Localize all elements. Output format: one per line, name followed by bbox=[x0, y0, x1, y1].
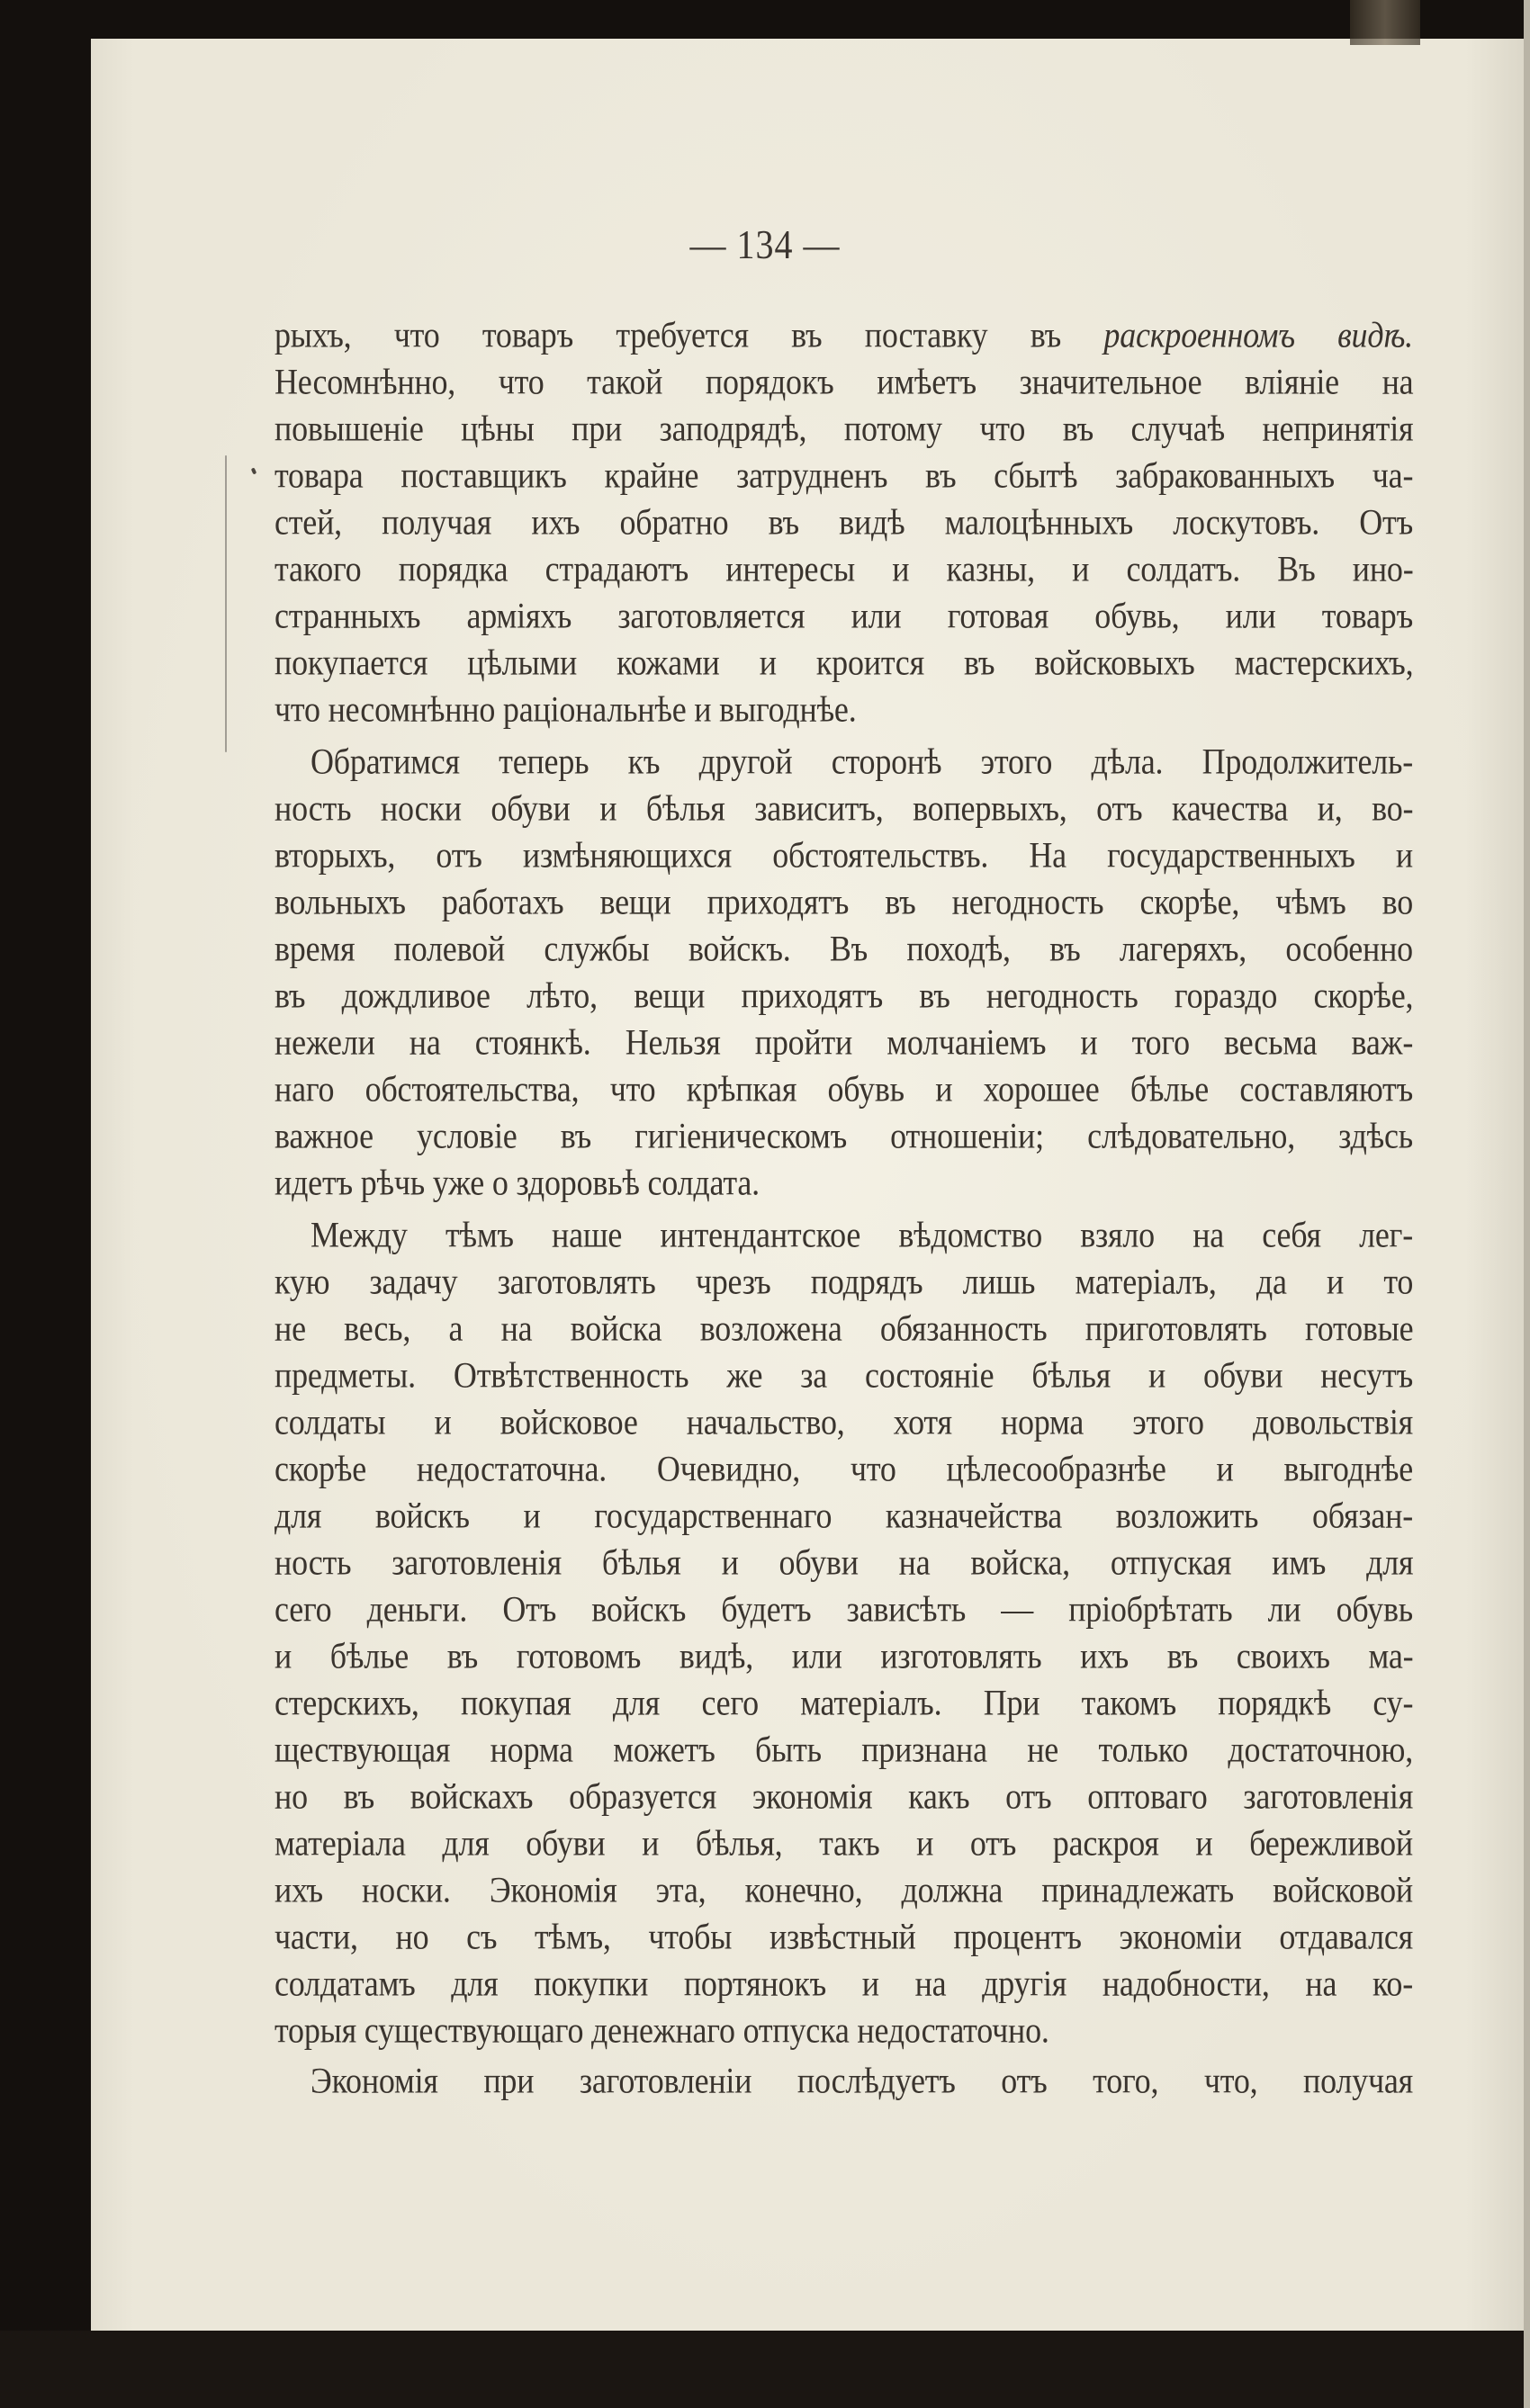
text-line: такого порядка страдаютъ интересы и казны, и солдатъ. Въ ино- bbox=[274, 548, 1414, 589]
text-line: для войскъ и государственнаго казначейства возложить обязан- bbox=[274, 1495, 1413, 1536]
text-line: вторыхъ, отъ измѣняющихся обстоятельствъ. На государственныхъ и bbox=[274, 834, 1413, 876]
text-line: не весь, а на войска возложена обязанность приготовлять готовые bbox=[274, 1307, 1414, 1349]
text-line: солдаты и войсковое начальство, хотя норма этого довольствія bbox=[274, 1401, 1413, 1442]
text-line: ность носки обуви и бѣлья зависитъ, вопервыхъ, отъ качества и, во- bbox=[274, 787, 1414, 829]
text-line: кую задачу заготовлять чрезъ подрядъ лишь матеріалъ, да и то bbox=[274, 1261, 1414, 1302]
text-line: но въ войскахъ образуется экономія какъ отъ оптоваго заготовленія bbox=[274, 1775, 1414, 1817]
text-line: товара поставщикъ крайне затрудненъ въ сбытѣ забракованныхъ ча- bbox=[274, 454, 1414, 496]
pencil-margin-mark bbox=[225, 455, 227, 752]
text-line: сего деньги. Отъ войскъ будетъ зависѣть — пріобрѣтать ли обувь bbox=[274, 1588, 1413, 1630]
page-edge-strip bbox=[1524, 0, 1530, 2408]
text-line: Несомнѣнно, что такой порядокъ имѣетъ значительное вліяніе на bbox=[274, 361, 1414, 402]
text-line: предметы. Отвѣтственность же за состояніе бѣлья и обуви несутъ bbox=[274, 1354, 1413, 1396]
text-line: нежели на стоянкѣ. Нельзя пройти молчаніемъ и того весьма важ- bbox=[274, 1021, 1414, 1063]
text-line: рыхъ, что товаръ требуется въ поставку въ раскроенномъ видѣ. bbox=[274, 314, 1413, 355]
text-line: стерскихъ, покупая для сего матеріалъ. При такомъ порядкѣ су- bbox=[274, 1682, 1414, 1723]
text-line: странныхъ арміяхъ заготовляется или готовая обувь, или товаръ bbox=[274, 595, 1413, 636]
italic-phrase: раскроенномъ видѣ. bbox=[1103, 314, 1413, 355]
paragraph-first-line: Обратимся теперь къ другой сторонѣ этого дѣла. Продолжитель- bbox=[310, 741, 1413, 782]
text-line: скорѣе недостаточна. Очевидно, что цѣлесообразнѣе и выгоднѣе bbox=[274, 1448, 1413, 1489]
text-line: и бѣлье въ готовомъ видѣ, или изготовлять ихъ въ своихъ ма- bbox=[274, 1635, 1414, 1676]
text-line: повышеніе цѣны при заподрядѣ, потому что въ случаѣ непринятія bbox=[274, 408, 1414, 449]
text-line: ность заготовленія бѣлья и обуви на войска, отпуская имъ для bbox=[274, 1541, 1414, 1583]
page-number: — 134 — bbox=[689, 220, 841, 268]
text-line: что несомнѣнно раціональнѣе и выгоднѣе. bbox=[274, 688, 857, 730]
text-line: части, но съ тѣмъ, чтобы извѣстный процентъ экономіи отдавался bbox=[274, 1916, 1413, 1957]
text-line: ществующая норма можетъ быть признана не только достаточною, bbox=[274, 1729, 1414, 1770]
text-line: торыя существующаго денежнаго отпуска недостаточно. bbox=[274, 2009, 1049, 2051]
text-line: время полевой службы войскъ. Въ походѣ, въ лагеряхъ, особенно bbox=[274, 928, 1413, 969]
paragraph-first-line: Между тѣмъ наше интендантское вѣдомство взяло на себя лег- bbox=[310, 1214, 1413, 1255]
text-line: покупается цѣлыми кожами и кроится въ войсковыхъ мастерскихъ, bbox=[274, 642, 1414, 683]
text-line: матеріала для обуви и бѣлья, такъ и отъ раскроя и бережливой bbox=[274, 1822, 1413, 1864]
paragraph-first-line: Экономія при заготовленіи послѣдуетъ отъ того, что, получая bbox=[310, 2060, 1413, 2101]
text-line: въ дождливое лѣто, вещи приходятъ въ негодность гораздо скорѣе, bbox=[274, 975, 1414, 1016]
text-line: наго обстоятельства, что крѣпкая обувь и хорошее бѣлье составляютъ bbox=[274, 1068, 1413, 1110]
scan-bottom-border bbox=[0, 2331, 1524, 2408]
text-line: стей, получая ихъ обратно въ видѣ малоцѣнныхъ лоскутовъ. Отъ bbox=[274, 501, 1413, 543]
text-line: ихъ носки. Экономія эта, конечно, должна принадлежать войсковой bbox=[274, 1869, 1413, 1910]
text-line: важное условіе въ гигіеническомъ отношеніи; слѣдовательно, здѣсь bbox=[274, 1115, 1413, 1156]
scan-edge-artifact bbox=[1350, 0, 1420, 45]
text-line: идетъ рѣчь уже о здоровьѣ солдата. bbox=[274, 1162, 760, 1203]
text-line: солдатамъ для покупки портянокъ и на другія надобности, на ко- bbox=[274, 1963, 1413, 2004]
text-line: вольныхъ работахъ вещи приходятъ въ негодность скорѣе, чѣмъ во bbox=[274, 881, 1413, 922]
